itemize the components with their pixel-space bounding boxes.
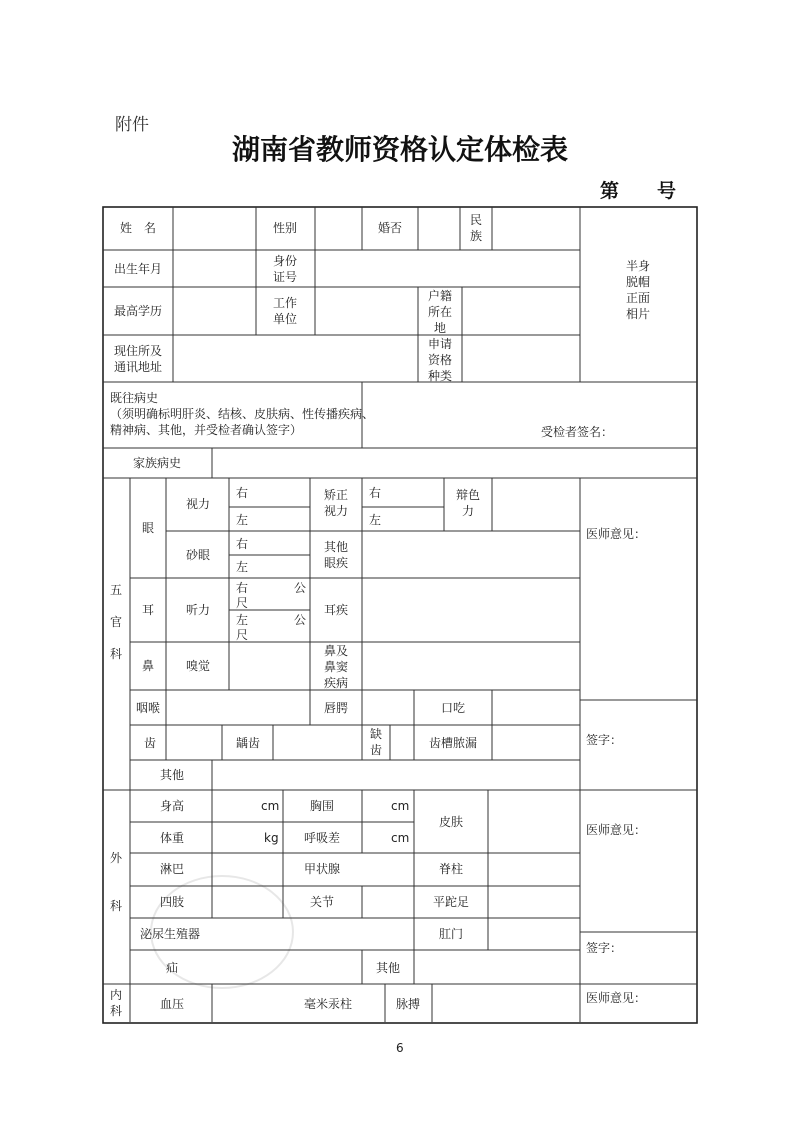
skin-label: 皮肤: [438, 815, 464, 829]
other-wuguan-label: 其他: [159, 768, 185, 782]
flatfoot-label: 平跎足: [432, 895, 470, 909]
trachoma-left-label: 左: [236, 560, 249, 574]
hearing-left-unit-chi: 尺: [236, 628, 249, 642]
other-surgery-label: 其他: [375, 961, 401, 975]
pulse-label: 脉搏: [395, 997, 421, 1011]
hearing-right-label: 右: [236, 581, 249, 595]
throat-label: 咽喉: [135, 701, 161, 715]
wuguan-section-label: 五 官 科: [109, 583, 123, 661]
teeth-label: 齿: [143, 736, 157, 750]
id-card-label: 身份 证号: [272, 254, 298, 284]
corrected-left-label: 左: [369, 513, 382, 527]
surgery-doctor-opinion-label: 医师意见：: [586, 823, 647, 837]
birth-label: 出生年月: [113, 262, 163, 276]
hearing-right-unit-gong: 公: [294, 581, 307, 595]
ear-disease-label: 耳疾: [323, 603, 349, 617]
education-label: 最高学历: [113, 304, 163, 318]
chest-unit: cm: [391, 799, 410, 813]
page-number: 6: [396, 1041, 404, 1055]
vision-left-label: 左: [236, 513, 249, 527]
trachoma-label: 砂眼: [185, 548, 211, 562]
photo-placeholder: 半身 脱帽 正面 相片: [625, 259, 651, 321]
other-eye-label: 其他 眼疾: [323, 540, 349, 570]
internal-section-label: 内 科: [109, 988, 123, 1018]
blood-pressure-label: 血压: [159, 997, 185, 1011]
cert-type-label: 申请 资格 种类: [427, 337, 453, 383]
ear-label: 耳: [141, 603, 155, 617]
spine-label: 脊柱: [438, 862, 464, 876]
stutter-label: 口吃: [440, 701, 466, 715]
name-label: 姓 名: [119, 221, 157, 235]
weight-unit: kg: [264, 831, 279, 845]
surgery-section-label: 外 科: [109, 851, 123, 913]
joints-label: 关节: [309, 895, 335, 909]
address-label: 现住所及 通讯地址: [113, 344, 163, 374]
anus-label: 肛门: [438, 927, 464, 941]
family-history-label: 家族病史: [132, 456, 182, 470]
marital-label: 婚否: [377, 221, 403, 235]
examinee-signature-label: 受检者签名：: [541, 425, 614, 439]
ethnic-label: 民 族: [469, 213, 483, 243]
corrected-right-label: 右: [369, 486, 382, 500]
urogenital-label: 泌尿生殖器: [139, 927, 201, 941]
eye-label: 眼: [141, 521, 155, 535]
height-unit: cm: [261, 799, 280, 813]
hearing-label: 听力: [185, 603, 211, 617]
hernia-label: 疝: [165, 961, 179, 975]
breath-diff-unit: cm: [391, 831, 410, 845]
wuguan-sign-label: 签字：: [586, 733, 623, 747]
gender-label: 性别: [272, 221, 298, 235]
hearing-left-unit-gong: 公: [294, 613, 307, 627]
limbs-label: 四肢: [159, 895, 185, 909]
lymph-label: 淋巴: [159, 862, 185, 876]
trachoma-right-label: 右: [236, 537, 249, 551]
past-history-label: 既往病史 （须明确标明肝炎、结核、皮肤病、性传播疾病、 精神病、其他，并受检者确认签字）: [110, 391, 375, 437]
height-label: 身高: [159, 799, 185, 813]
hearing-left-label: 左: [236, 613, 249, 627]
sinus-disease-label: 鼻及 鼻窦 疾病: [323, 644, 349, 690]
lip-palate-label: 唇腭: [323, 701, 349, 715]
missing-teeth-label: 缺 齿: [369, 727, 383, 757]
thyroid-label: 甲状腺: [303, 862, 341, 876]
chest-label: 胸围: [309, 799, 335, 813]
work-unit-label: 工作 单位: [272, 296, 298, 326]
caries-label: 龋齿: [235, 736, 261, 750]
wuguan-doctor-opinion-label: 医师意见：: [586, 527, 647, 541]
vision-right-label: 右: [236, 486, 249, 500]
periodontal-label: 齿槽脓漏: [428, 736, 478, 750]
nose-label: 鼻: [141, 659, 155, 673]
serial-number-label: 第 号: [600, 180, 677, 202]
breath-diff-label: 呼吸差: [303, 831, 341, 845]
hearing-right-unit-chi: 尺: [236, 596, 249, 610]
surgery-sign-label: 签字：: [586, 941, 623, 955]
corrected-vision-label: 矫正 视力: [323, 488, 349, 518]
smell-label: 嗅觉: [185, 659, 211, 673]
color-vision-label: 辩色 力: [455, 488, 481, 518]
attachment-label: 附件: [115, 115, 149, 135]
internal-doctor-opinion-label: 医师意见：: [586, 991, 647, 1005]
form-title: 湖南省教师资格认定体检表: [231, 133, 569, 166]
vision-label: 视力: [185, 497, 211, 511]
mmhg-unit: 毫米汞柱: [303, 997, 353, 1011]
weight-label: 体重: [159, 831, 185, 845]
household-label: 户籍 所在 地: [427, 289, 453, 335]
